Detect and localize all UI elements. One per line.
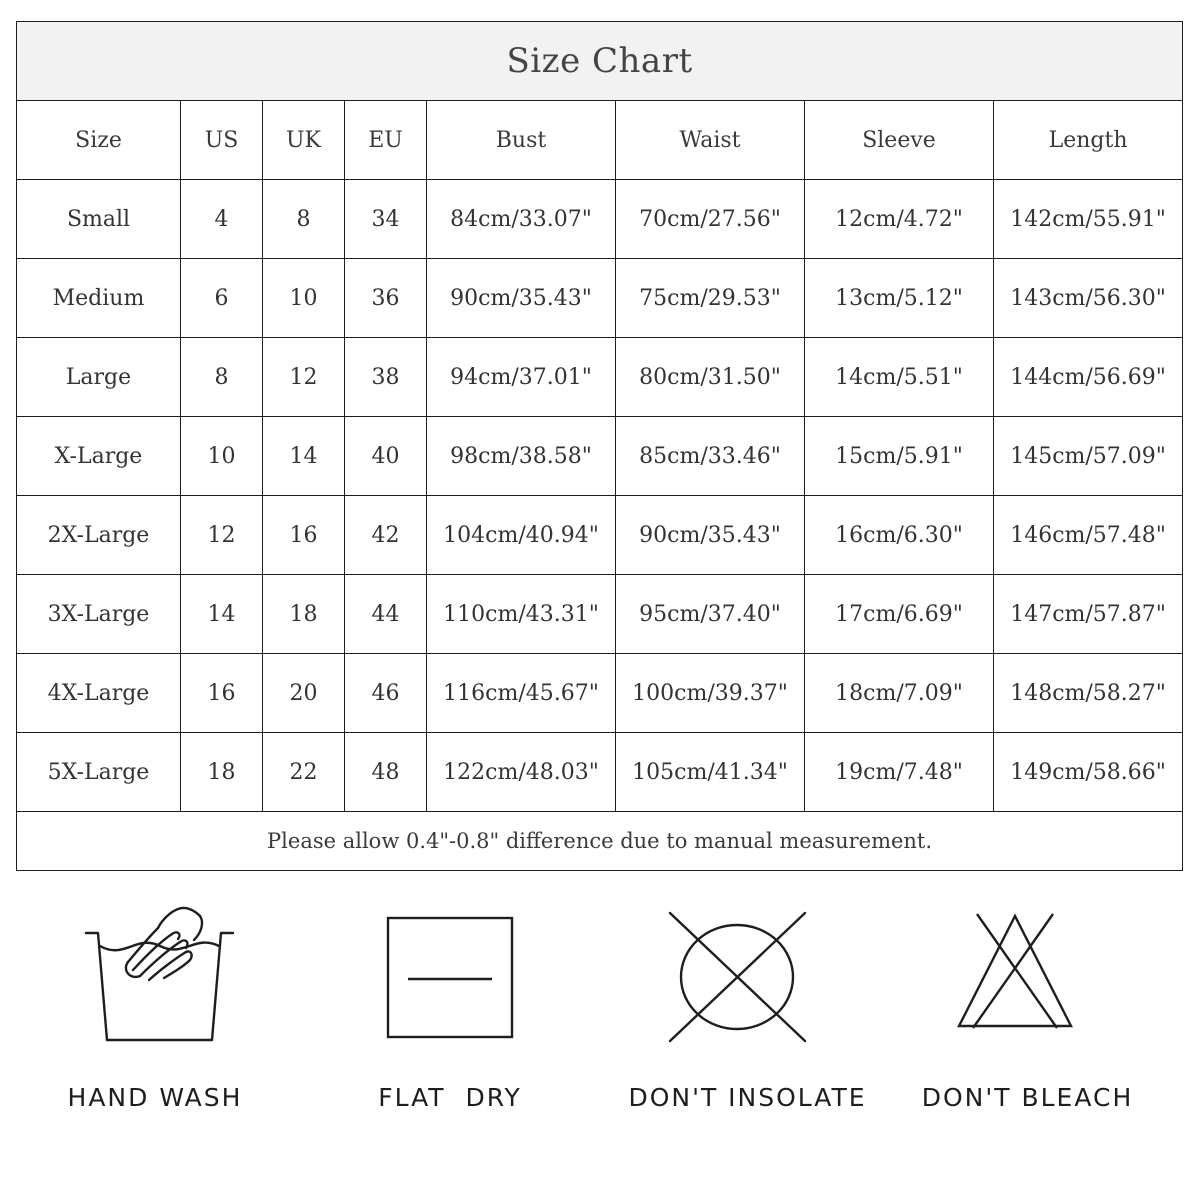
cell-waist: 95cm/37.40" [616, 575, 805, 654]
cell-size: Small [17, 180, 181, 259]
header-length: Length [994, 101, 1183, 180]
table-row [17, 338, 1183, 417]
cell-size: 3X-Large [17, 575, 181, 654]
header-waist: Waist [616, 101, 805, 180]
cell-eu: 42 [345, 496, 427, 575]
cell-bust: 84cm/33.07" [427, 180, 616, 259]
cell-bust: 98cm/38.58" [427, 417, 616, 496]
cell-length: 143cm/56.30" [994, 259, 1183, 338]
cell-us: 18 [181, 733, 263, 812]
cell-waist: 90cm/35.43" [616, 496, 805, 575]
note-row [17, 812, 1183, 871]
size-rows [17, 180, 1183, 812]
flat-dry-icon [385, 915, 515, 1040]
table-row [17, 575, 1183, 654]
table-row [17, 733, 1183, 812]
cell-sleeve: 16cm/6.30" [805, 496, 994, 575]
cell-uk: 12 [263, 338, 345, 417]
cell-sleeve: 17cm/6.69" [805, 575, 994, 654]
dont-bleach-label: DON'T BLEACH [921, 1083, 1134, 1112]
cell-size: Medium [17, 259, 181, 338]
cell-us: 10 [181, 417, 263, 496]
dont-bleach-icon [955, 910, 1075, 1030]
cell-length: 145cm/57.09" [994, 417, 1183, 496]
cell-size: 2X-Large [17, 496, 181, 575]
cell-uk: 14 [263, 417, 345, 496]
cell-us: 8 [181, 338, 263, 417]
cell-bust: 90cm/35.43" [427, 259, 616, 338]
header-eu: EU [345, 101, 427, 180]
table-row [17, 654, 1183, 733]
cell-length: 147cm/57.87" [994, 575, 1183, 654]
cell-waist: 85cm/33.46" [616, 417, 805, 496]
cell-size: 5X-Large [17, 733, 181, 812]
cell-uk: 18 [263, 575, 345, 654]
header-bust: Bust [427, 101, 616, 180]
table-row [17, 180, 1183, 259]
dont-insolate-icon [665, 910, 810, 1045]
cell-eu: 36 [345, 259, 427, 338]
cell-length: 149cm/58.66" [994, 733, 1183, 812]
cell-sleeve: 13cm/5.12" [805, 259, 994, 338]
cell-uk: 16 [263, 496, 345, 575]
cell-us: 6 [181, 259, 263, 338]
cell-waist: 70cm/27.56" [616, 180, 805, 259]
measurement-note: Please allow 0.4"-0.8" difference due to manual measurement. [17, 812, 1183, 871]
cell-eu: 46 [345, 654, 427, 733]
cell-us: 14 [181, 575, 263, 654]
cell-sleeve: 19cm/7.48" [805, 733, 994, 812]
cell-waist: 80cm/31.50" [616, 338, 805, 417]
size-chart-title: Size Chart [17, 22, 1183, 101]
size-chart-table [16, 21, 1183, 871]
cell-eu: 34 [345, 180, 427, 259]
cell-waist: 105cm/41.34" [616, 733, 805, 812]
cell-sleeve: 12cm/4.72" [805, 180, 994, 259]
cell-us: 16 [181, 654, 263, 733]
cell-size: X-Large [17, 417, 181, 496]
cell-length: 148cm/58.27" [994, 654, 1183, 733]
hand-wash-label: HAND WASH [67, 1083, 243, 1112]
cell-uk: 22 [263, 733, 345, 812]
cell-bust: 122cm/48.03" [427, 733, 616, 812]
table-row [17, 259, 1183, 338]
cell-waist: 75cm/29.53" [616, 259, 805, 338]
cell-eu: 44 [345, 575, 427, 654]
cell-eu: 48 [345, 733, 427, 812]
flat-dry-label: FLAT DRY [378, 1083, 522, 1112]
cell-uk: 20 [263, 654, 345, 733]
cell-uk: 8 [263, 180, 345, 259]
cell-eu: 40 [345, 417, 427, 496]
cell-length: 144cm/56.69" [994, 338, 1183, 417]
cell-sleeve: 15cm/5.91" [805, 417, 994, 496]
cell-eu: 38 [345, 338, 427, 417]
header-size: Size [17, 101, 181, 180]
header-uk: UK [263, 101, 345, 180]
cell-size: 4X-Large [17, 654, 181, 733]
cell-sleeve: 14cm/5.51" [805, 338, 994, 417]
cell-length: 146cm/57.48" [994, 496, 1183, 575]
cell-bust: 116cm/45.67" [427, 654, 616, 733]
cell-uk: 10 [263, 259, 345, 338]
header-sleeve: Sleeve [805, 101, 994, 180]
cell-bust: 94cm/37.01" [427, 338, 616, 417]
header-us: US [181, 101, 263, 180]
header-row [17, 101, 1183, 180]
dont-insolate-label: DON'T INSOLATE [628, 1083, 867, 1112]
hand-wash-icon [80, 900, 240, 1045]
cell-sleeve: 18cm/7.09" [805, 654, 994, 733]
title-row [17, 22, 1183, 101]
cell-bust: 110cm/43.31" [427, 575, 616, 654]
cell-length: 142cm/55.91" [994, 180, 1183, 259]
cell-bust: 104cm/40.94" [427, 496, 616, 575]
cell-us: 12 [181, 496, 263, 575]
cell-us: 4 [181, 180, 263, 259]
cell-size: Large [17, 338, 181, 417]
cell-waist: 100cm/39.37" [616, 654, 805, 733]
table-row [17, 496, 1183, 575]
table-row [17, 417, 1183, 496]
